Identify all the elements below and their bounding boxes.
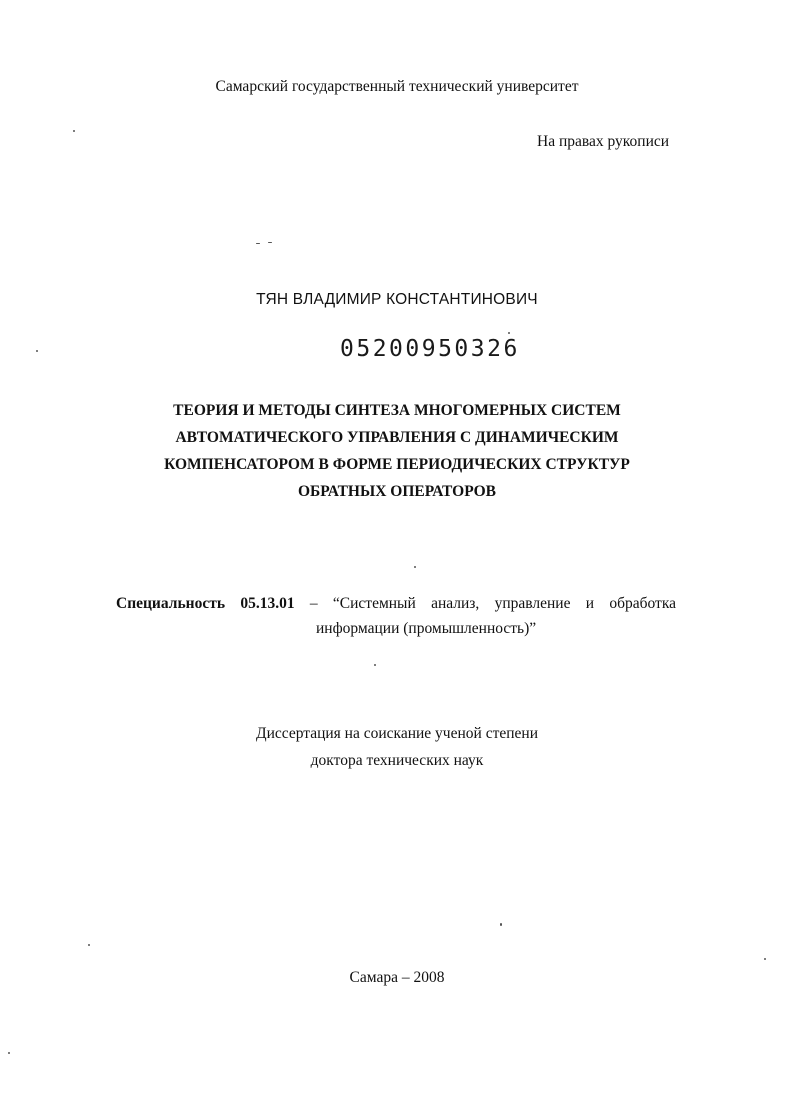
scan-speck <box>73 130 75 132</box>
scan-speck <box>268 242 272 243</box>
specialty-word: обработка <box>609 595 676 612</box>
title-line: ОБРАТНЫХ ОПЕРАТОРОВ <box>297 483 497 500</box>
scan-speck <box>414 566 416 568</box>
specialty-continuation: информации (промышленность)” <box>316 620 537 637</box>
scan-speck <box>374 664 376 666</box>
title-line: АВТОМАТИЧЕСКОГО УПРАВЛЕНИЯ С ДИНАМИЧЕСКИМ <box>175 429 619 446</box>
specialty-code: 05.13.01 <box>240 595 295 612</box>
scan-speck <box>36 350 38 352</box>
specialty-word: и <box>585 595 595 612</box>
scan-speck <box>508 332 510 334</box>
specialty-block <box>116 591 676 641</box>
title-line: ТЕОРИЯ И МЕТОДЫ СИНТЕЗА МНОГОМЕРНЫХ СИСТЕМ <box>173 402 621 419</box>
scan-speck <box>88 944 90 946</box>
scan-speck <box>500 923 502 926</box>
specialty-word: анализ, <box>431 595 480 612</box>
specialty-first-line <box>116 591 676 616</box>
scan-speck <box>764 958 766 960</box>
scan-speck <box>8 1052 10 1054</box>
scan-speck <box>256 243 260 244</box>
degree-line-2: доктора технических наук <box>310 752 484 769</box>
specialty-word: управление <box>494 595 571 612</box>
degree-line-1: Диссертация на соискание ученой степени <box>256 725 538 742</box>
registration-number: 05200950326 <box>340 336 520 362</box>
city-year: Самара – 2008 <box>349 969 445 986</box>
title-line: КОМПЕНСАТОРОМ В ФОРМЕ ПЕРИОДИЧЕСКИХ СТРУКТУР <box>164 456 630 473</box>
rights-notice: На правах рукописи <box>537 133 670 150</box>
author-name: ТЯН ВЛАДИМИР КОНСТАНТИНОВИЧ <box>256 291 538 308</box>
specialty-word: “Системный <box>332 595 416 612</box>
specialty-dash: – <box>309 595 318 612</box>
specialty-label: Специальность <box>116 595 226 612</box>
university-name: Самарский государственный технический университет <box>215 78 579 95</box>
